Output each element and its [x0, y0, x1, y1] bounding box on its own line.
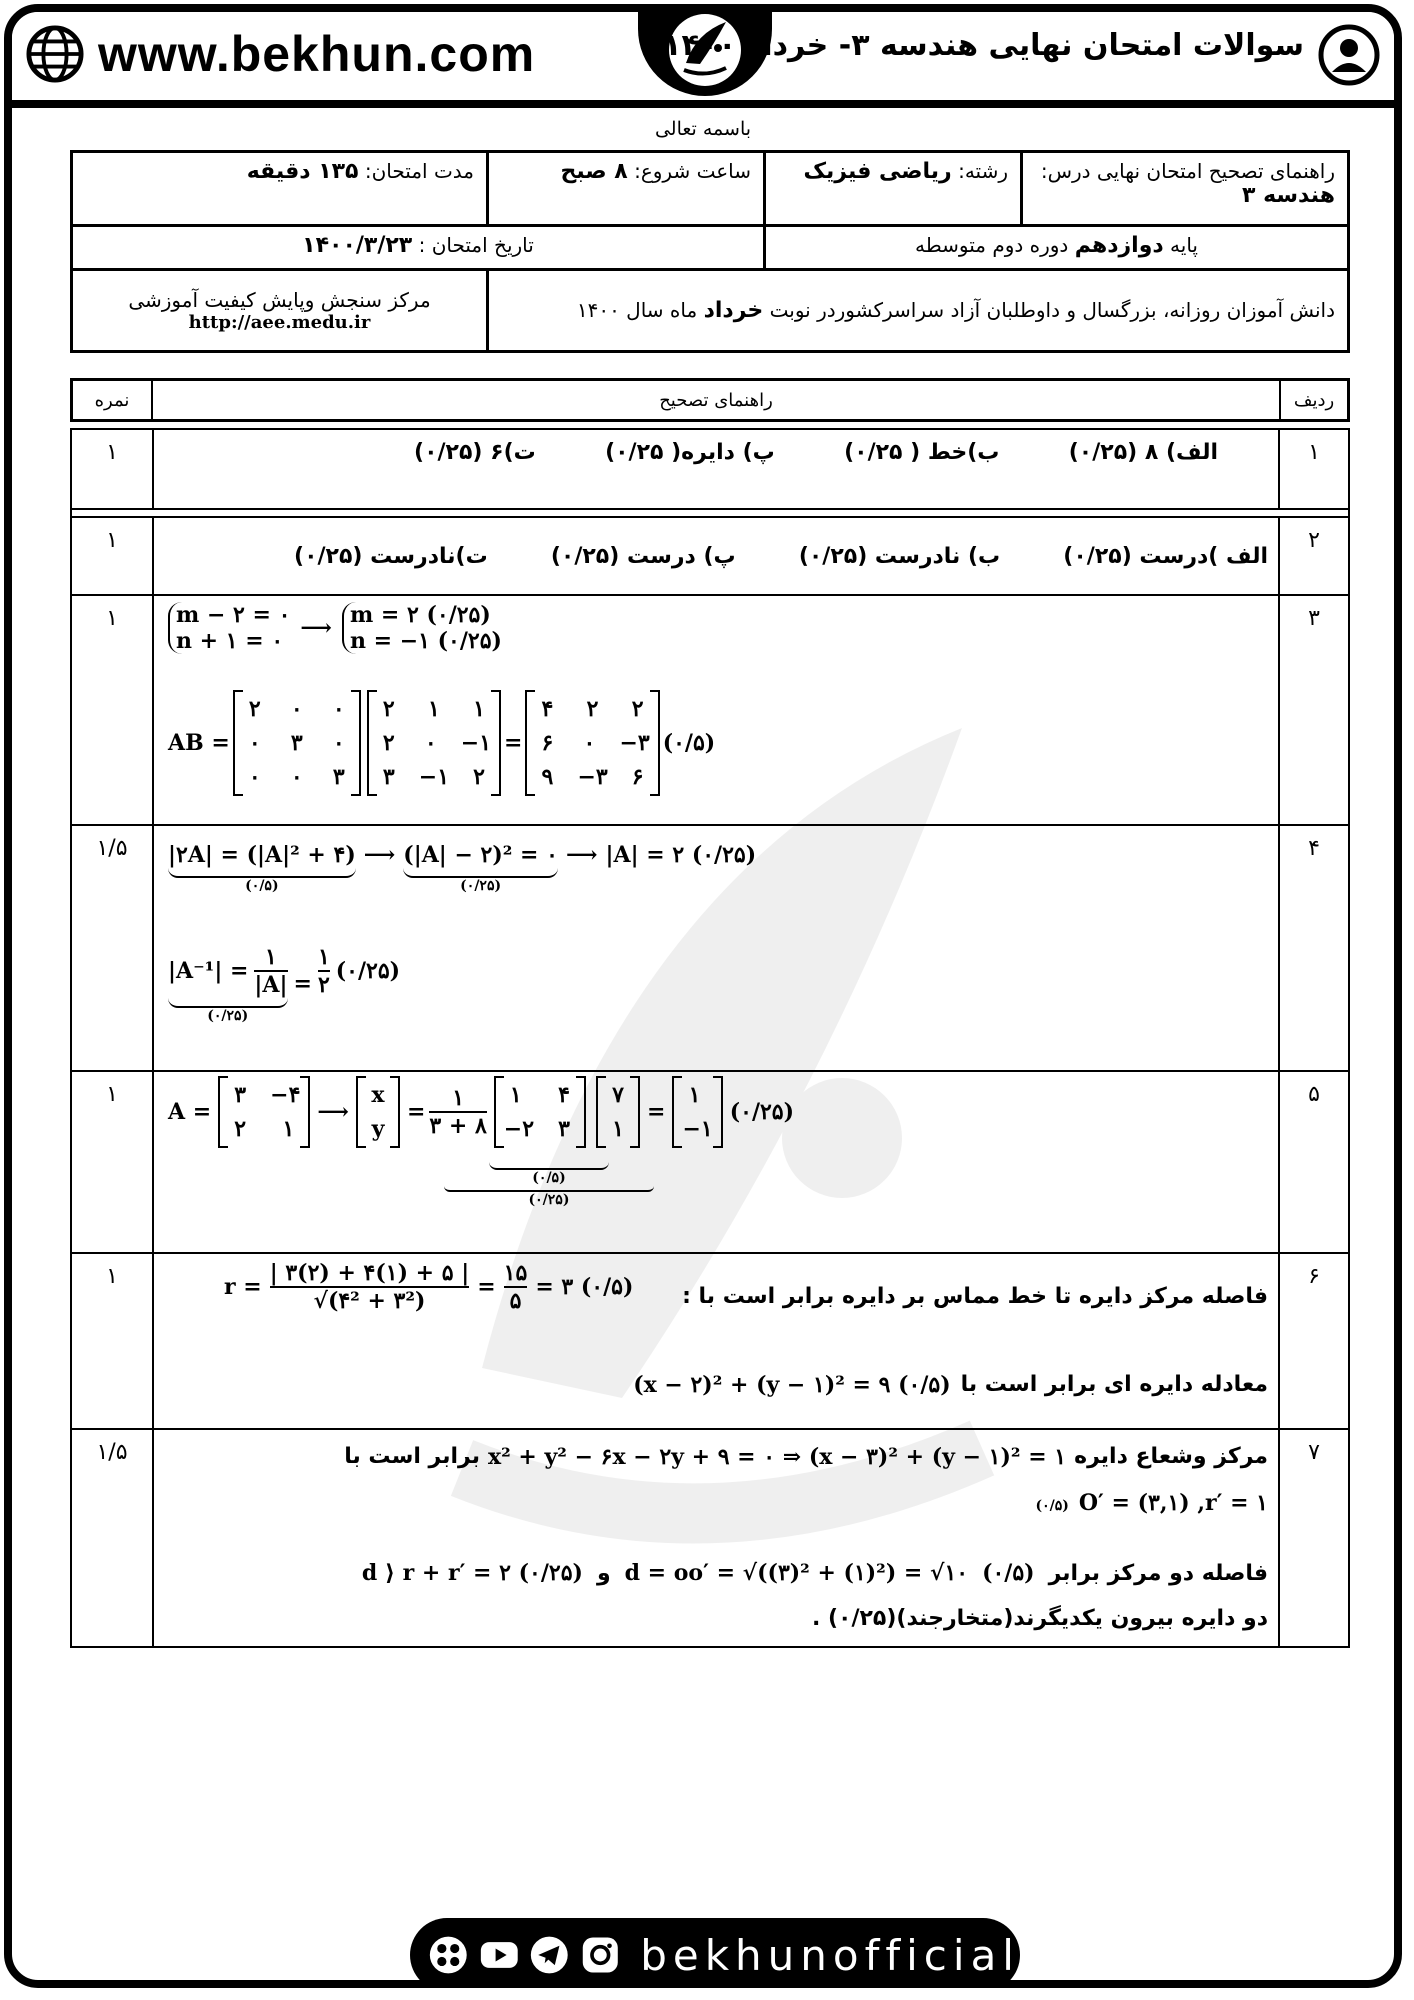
ab-label: AB = — [168, 730, 230, 756]
numerator: ۱ — [265, 944, 277, 970]
row-score: ۱ — [71, 595, 153, 825]
equation: m − ۲ = ۰ — [176, 602, 291, 628]
text-line: و — [596, 1560, 611, 1586]
vector-v: ۷ ۱ — [596, 1076, 640, 1148]
social-handle[interactable]: bekhunofficial — [640, 1930, 1020, 1980]
row-score: ۱ — [71, 517, 153, 595]
equation: r = — [224, 1274, 262, 1300]
equation: d ⟩ r + r′ = ۲ (۰/۲۵) — [361, 1560, 583, 1586]
arrow-icon: ⟶ — [317, 1099, 349, 1125]
col-score: نمره — [72, 380, 153, 421]
row-number: ۳ — [1279, 595, 1349, 825]
equals-sign: = — [477, 1274, 496, 1300]
instagram-icon[interactable] — [580, 1933, 621, 1977]
start-cell — [488, 152, 765, 226]
equation: = ۳ (۰/۵) — [535, 1274, 634, 1300]
answer-part: ت)نادرست (۰/۲۵) — [294, 544, 488, 569]
score-note: (۰/۲۵) — [528, 1192, 570, 1208]
students-cell — [488, 270, 1349, 352]
row-number: ۴ — [1279, 825, 1349, 1071]
grade-cell — [765, 226, 1349, 270]
row-number: ۱ — [1279, 429, 1349, 509]
text-line: برابر است با — [344, 1444, 480, 1469]
score-note: (۰/۵) — [532, 1170, 566, 1186]
table-row — [71, 1071, 1349, 1253]
system-equations — [168, 602, 502, 654]
website-link[interactable] — [26, 22, 535, 86]
denominator: √(۴² + ۳²) — [270, 1286, 470, 1314]
grade-a: پایه — [1170, 233, 1198, 257]
course-cell — [1022, 152, 1349, 226]
field-cell — [765, 152, 1022, 226]
text-line: معادله دایره ای برابر است با — [960, 1372, 1268, 1397]
col-row: ردیف — [1280, 380, 1349, 421]
exam-info-table — [70, 150, 1350, 353]
matrix-c: ۴ ۲ ۲ ۶ ۰ −۳ ۹ −۳ ۶ — [525, 690, 659, 796]
denominator: |A| — [254, 972, 288, 998]
col-guide: راهنمای تصحیح — [152, 380, 1280, 421]
equation: O′ = (۳,۱) ,r′ = ۱ — [1078, 1490, 1268, 1516]
date-value: ۱۴۰۰/۳/۲۳ — [302, 233, 413, 258]
equation: |A| = ۲ (۰/۲۵) — [605, 842, 757, 868]
students-c: ماه سال ۱۴۰۰ — [576, 298, 698, 322]
row-number: ۷ — [1279, 1429, 1349, 1647]
equation: d = oo′ = √((۳)² + (۱)²) = √۱۰ — [624, 1560, 969, 1586]
numerator: ۱۵ — [503, 1260, 528, 1286]
score-note: (۰/۲۵) — [207, 1008, 249, 1024]
linear-system: A = ۳ −۴ ۲ ۱ ⟶ x y = ۱ ۳ + ۸ ۱ ۴ −۲ ۳ ۷ ۱ = ۱ −۱ (۰/۲۵) — [168, 1076, 794, 1148]
students-b: خرداد — [703, 298, 764, 323]
center-cell — [72, 270, 488, 352]
text-line: فاصله دو مرکز برابر — [1048, 1560, 1268, 1586]
center-name: مرکز سنجش وپایش کیفیت آموزشی — [128, 288, 431, 312]
answer-part: ت)۶ (۰/۲۵) — [414, 440, 536, 465]
table-row — [71, 825, 1349, 1071]
field-label: رشته: — [958, 159, 1008, 183]
center-radius-line — [344, 1444, 1268, 1470]
user-icon[interactable] — [1318, 24, 1380, 86]
matrix-a: ۲ ۰ ۰ ۰ ۳ ۰ ۰ ۰ ۳ — [233, 690, 361, 796]
date-label: تاریخ امتحان : — [418, 233, 534, 257]
matrix-product: AB = ۲ ۰ ۰ ۰ ۳ ۰ ۰ ۰ ۳ ۲ ۱ ۱ ۲ ۰ −۱ ۳ −۱ ۲ = ۴ ۲ ۲ ۶ ۰ −۳ ۹ −۳ ۶ (۰/۵) — [168, 690, 715, 796]
denominator: ۵ — [504, 1286, 528, 1314]
matrix-a: ۳ −۴ ۲ ۱ — [218, 1076, 310, 1148]
table-row — [71, 1253, 1349, 1429]
answer-content — [153, 825, 1279, 1071]
row-score: ۱ — [71, 1071, 153, 1253]
grade-b: دوازدهم — [1074, 233, 1164, 258]
determinant-chain — [168, 842, 756, 894]
vector-result: ۱ −۱ — [672, 1076, 722, 1148]
equation: (|A| − ۲)² = ۰ — [403, 842, 558, 868]
center-url[interactable]: http://aee.medu.ir — [188, 312, 371, 333]
inverse-determinant — [168, 944, 400, 1024]
equation: m = ۲ (۰/۲۵) — [349, 602, 491, 628]
equation: x² + y² − ۶x − ۲y + ۹ = ۰ ⇒ (x − ۳)² + (y − ۱)² = ۱ — [487, 1444, 1067, 1470]
start-value: ۸ صبح — [560, 159, 628, 184]
row-number: ۶ — [1279, 1253, 1349, 1429]
matrix-xy: x y — [356, 1076, 400, 1148]
answer-content — [153, 1253, 1279, 1429]
website-url[interactable]: www.bekhun.com — [98, 26, 536, 82]
text-line: دو دایره بیرون یکدیگرند(متخارجند)(۰/۲۵) . — [811, 1606, 1268, 1631]
answer-part: پ) درست (۰/۲۵) — [550, 544, 736, 569]
answer-table — [70, 428, 1350, 1648]
table-row — [71, 429, 1349, 509]
duration-value: ۱۳۵ دقیقه — [246, 159, 359, 184]
answer-content — [153, 595, 1279, 825]
answer-part: ب) نادرست (۰/۲۵) — [798, 544, 1001, 569]
course-label: راهنمای تصحیح امتحان نهایی درس: — [1040, 159, 1335, 183]
film-icon[interactable] — [428, 1933, 469, 1977]
score-note: (۰/۵) — [245, 878, 279, 894]
center-radius-result — [1035, 1490, 1268, 1516]
students-a: دانش آموزان روزانه، بزرگسال و داوطلبان آزاد سراسرکشوردر نوبت — [769, 298, 1335, 322]
matrix-m: ۱ ۴ −۲ ۳ — [494, 1076, 586, 1148]
circle-equation-line — [633, 1372, 1268, 1398]
social-footer — [410, 1918, 1020, 1988]
answer-part: پ) دایره( ۰/۲۵) — [605, 440, 775, 465]
row-score: ۱ — [71, 1253, 153, 1429]
arrow-icon: ⟶ — [565, 842, 598, 868]
row-score: ۱/۵ — [71, 825, 153, 1071]
grade-c: دوره دوم متوسطه — [915, 233, 1069, 257]
answer-part: الف )درست (۰/۲۵) — [1063, 544, 1268, 569]
distance-formula — [224, 1260, 633, 1314]
start-label: ساعت شروع: — [634, 159, 751, 183]
equation: |۲A| = (|A|² + ۴) — [168, 842, 356, 868]
score-note: (۰/۲۵) — [335, 958, 401, 984]
equals-sign: = — [293, 971, 312, 997]
youtube-icon[interactable] — [479, 1933, 520, 1977]
arrow-icon: ⟶ — [300, 615, 332, 641]
equation: n + ۱ = ۰ — [176, 628, 284, 654]
text-line: مرکز وشعاع دایره — [1074, 1444, 1268, 1469]
numerator: | ۳(۲) + ۴(۱) + ۵ | — [269, 1260, 470, 1286]
equation: (x − ۲)² + (y − ۱)² = ۹ (۰/۵) — [633, 1372, 951, 1398]
course-value: هندسه ۳ — [1241, 183, 1335, 208]
under-brace — [444, 1162, 654, 1208]
row-score: ۱ — [71, 429, 153, 509]
row-number: ۲ — [1279, 517, 1349, 595]
arrow-icon: ⟶ — [363, 842, 396, 868]
score-note: (۰/۵) — [1035, 1498, 1069, 1514]
answer-table-header — [70, 378, 1350, 422]
globe-icon — [26, 25, 84, 83]
equation: n = −۱ (۰/۲۵) — [349, 628, 502, 654]
table-row — [71, 517, 1349, 595]
denominator: ۳ + ۸ — [429, 1113, 487, 1139]
equation: |A⁻¹| = — [168, 958, 249, 984]
basmala: باسمه تعالی — [654, 118, 752, 140]
answer-part: ب)خط ( ۰/۲۵) — [844, 440, 1000, 465]
matrix-b: ۲ ۱ ۱ ۲ ۰ −۱ ۳ −۱ ۲ — [367, 690, 501, 796]
table-row — [71, 595, 1349, 825]
answer-content — [153, 1429, 1279, 1647]
score-note: (۰/۲۵) — [460, 878, 502, 894]
answer-part: الف) ۸ (۰/۲۵) — [1068, 440, 1218, 465]
a-label: A = — [168, 1099, 212, 1125]
denominator: ۲ — [317, 972, 330, 998]
score-note: (۰/۵) — [982, 1560, 1035, 1586]
answer-content — [153, 1071, 1279, 1253]
row-score: ۱/۵ — [71, 1429, 153, 1647]
top-bar — [12, 12, 1394, 108]
table-row — [71, 1429, 1349, 1647]
duration-cell — [72, 152, 488, 226]
numerator: ۱ — [452, 1085, 465, 1111]
duration-label: مدت امتحان: — [364, 159, 474, 183]
score-note: (۰/۵) — [662, 730, 716, 756]
answer-content — [153, 517, 1279, 595]
exam-title: سوالات امتحان نهایی هندسه ۳- خرداد ۱۴۰۰ — [663, 28, 1304, 63]
date-cell — [72, 226, 765, 270]
telegram-icon[interactable] — [529, 1933, 570, 1977]
answer-content — [153, 429, 1279, 509]
row-number: ۵ — [1279, 1071, 1349, 1253]
distance-line — [362, 1560, 1268, 1586]
score-note: (۰/۲۵) — [729, 1099, 795, 1125]
page-frame — [4, 4, 1402, 1988]
numerator: ۱ — [317, 944, 330, 970]
field-value: ریاضی فیزیک — [803, 159, 952, 184]
text-line: فاصله مرکز دایره تا خط مماس بر دایره برابر است با : — [682, 1284, 1268, 1309]
